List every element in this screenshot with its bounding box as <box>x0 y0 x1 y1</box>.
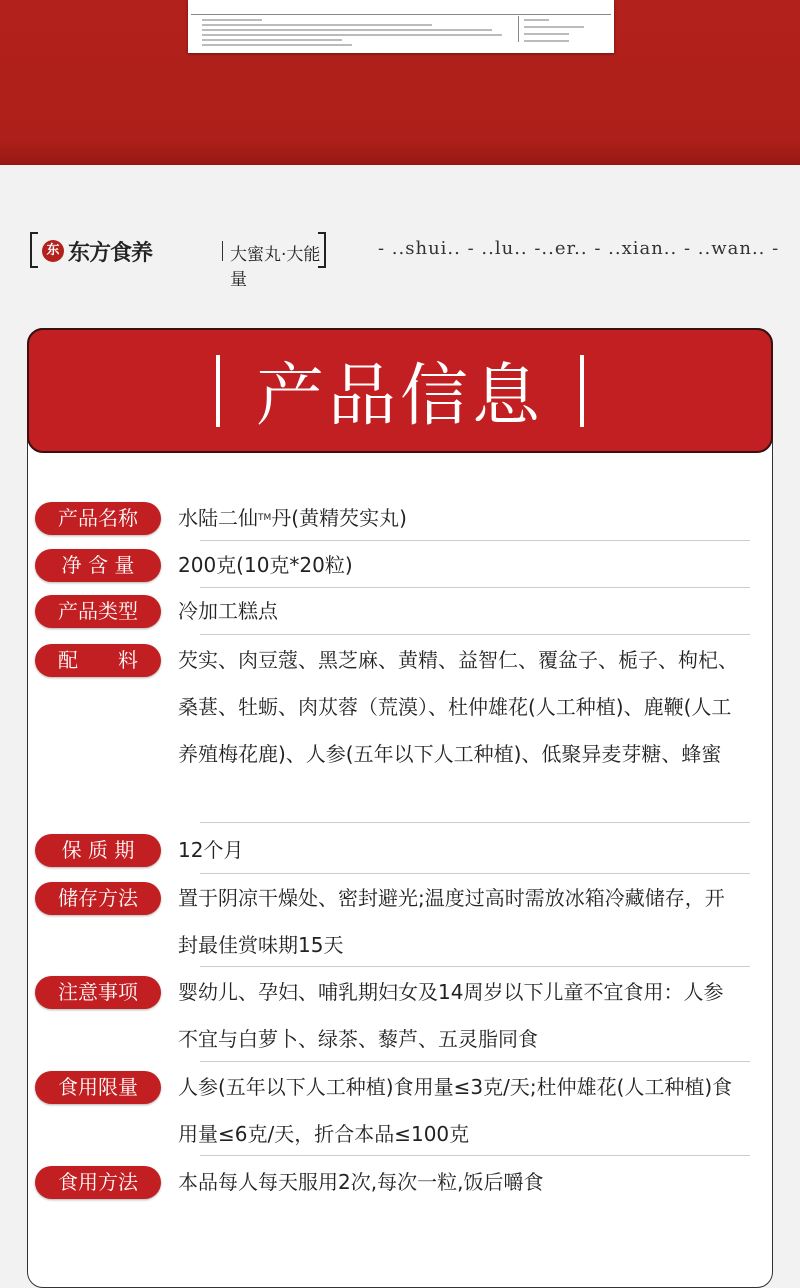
row-value: 12个月 <box>178 838 244 862</box>
top-red-band <box>0 0 800 165</box>
row-divider <box>200 1155 750 1156</box>
value-part: 丹(黄精芡实丸) <box>271 506 407 530</box>
row-value: 冷加工糕点 <box>178 599 278 623</box>
brand-header <box>30 232 326 290</box>
row-value: 200克(10克*20粒) <box>178 553 353 577</box>
section-header <box>27 328 773 453</box>
row-label: 配 料 <box>35 644 161 677</box>
brand-slogan: 大蜜丸·大能量 <box>230 245 321 290</box>
row-value: 芡实、肉豆蔻、黑芝麻、黄精、益智仁、覆盆子、栀子、枸杞、桑葚、牡蛎、肉苁蓉（荒漠）、杜仲雄花(人工种植)、鹿鞭(人工养殖梅花鹿)、人参(五年以下人工种植)、低聚异麦芽糖、蜂蜜 <box>178 648 738 766</box>
row-divider <box>200 540 750 541</box>
row-label: 产品名称 <box>35 502 161 535</box>
brand-name: 东方食养 <box>68 241 153 266</box>
label-document-image <box>188 0 614 53</box>
row-value: 本品每人每天服用2次,每次一粒,饭后嚼食 <box>178 1170 544 1194</box>
row-divider <box>200 873 750 874</box>
row-label: 净 含 量 <box>35 549 161 582</box>
row-value: 人参(五年以下人工种植)食用量≤3克/天;杜仲雄花(人工种植)食用量≤6克/天，折合本品≤100克 <box>178 1075 733 1146</box>
value-part: 水陆二仙 <box>178 506 258 530</box>
row-divider <box>200 822 750 823</box>
row-value <box>178 495 738 542</box>
row-divider <box>200 1061 750 1062</box>
section-title: 产品信息 <box>255 357 544 436</box>
row-divider <box>200 966 750 967</box>
row-label: 储存方法 <box>35 882 161 915</box>
row-value: 婴幼儿、孕妇、哺乳期妇女及14周岁以下儿童不宜食用：人参不宜与白萝卜、绿茶、藜芦、五灵脂同食 <box>178 980 724 1051</box>
row-label: 食用限量 <box>35 1071 161 1104</box>
pinyin-tagline: - ..shui.. - ..lu.. -..er.. - ..xian.. - ..wan.. - <box>378 238 780 259</box>
trademark-mark: TM <box>258 513 272 523</box>
row-value: 置于阴凉干燥处、密封避光;温度过高时需放冰箱冷藏储存，开封最佳赏味期15天 <box>178 886 725 957</box>
row-divider <box>200 587 750 588</box>
row-label: 注意事项 <box>35 976 161 1009</box>
row-label: 产品类型 <box>35 595 161 628</box>
brand-logo-icon: 东 <box>42 240 64 262</box>
row-label: 食用方法 <box>35 1166 161 1199</box>
row-label: 保 质 期 <box>35 834 161 867</box>
row-divider <box>200 634 750 635</box>
